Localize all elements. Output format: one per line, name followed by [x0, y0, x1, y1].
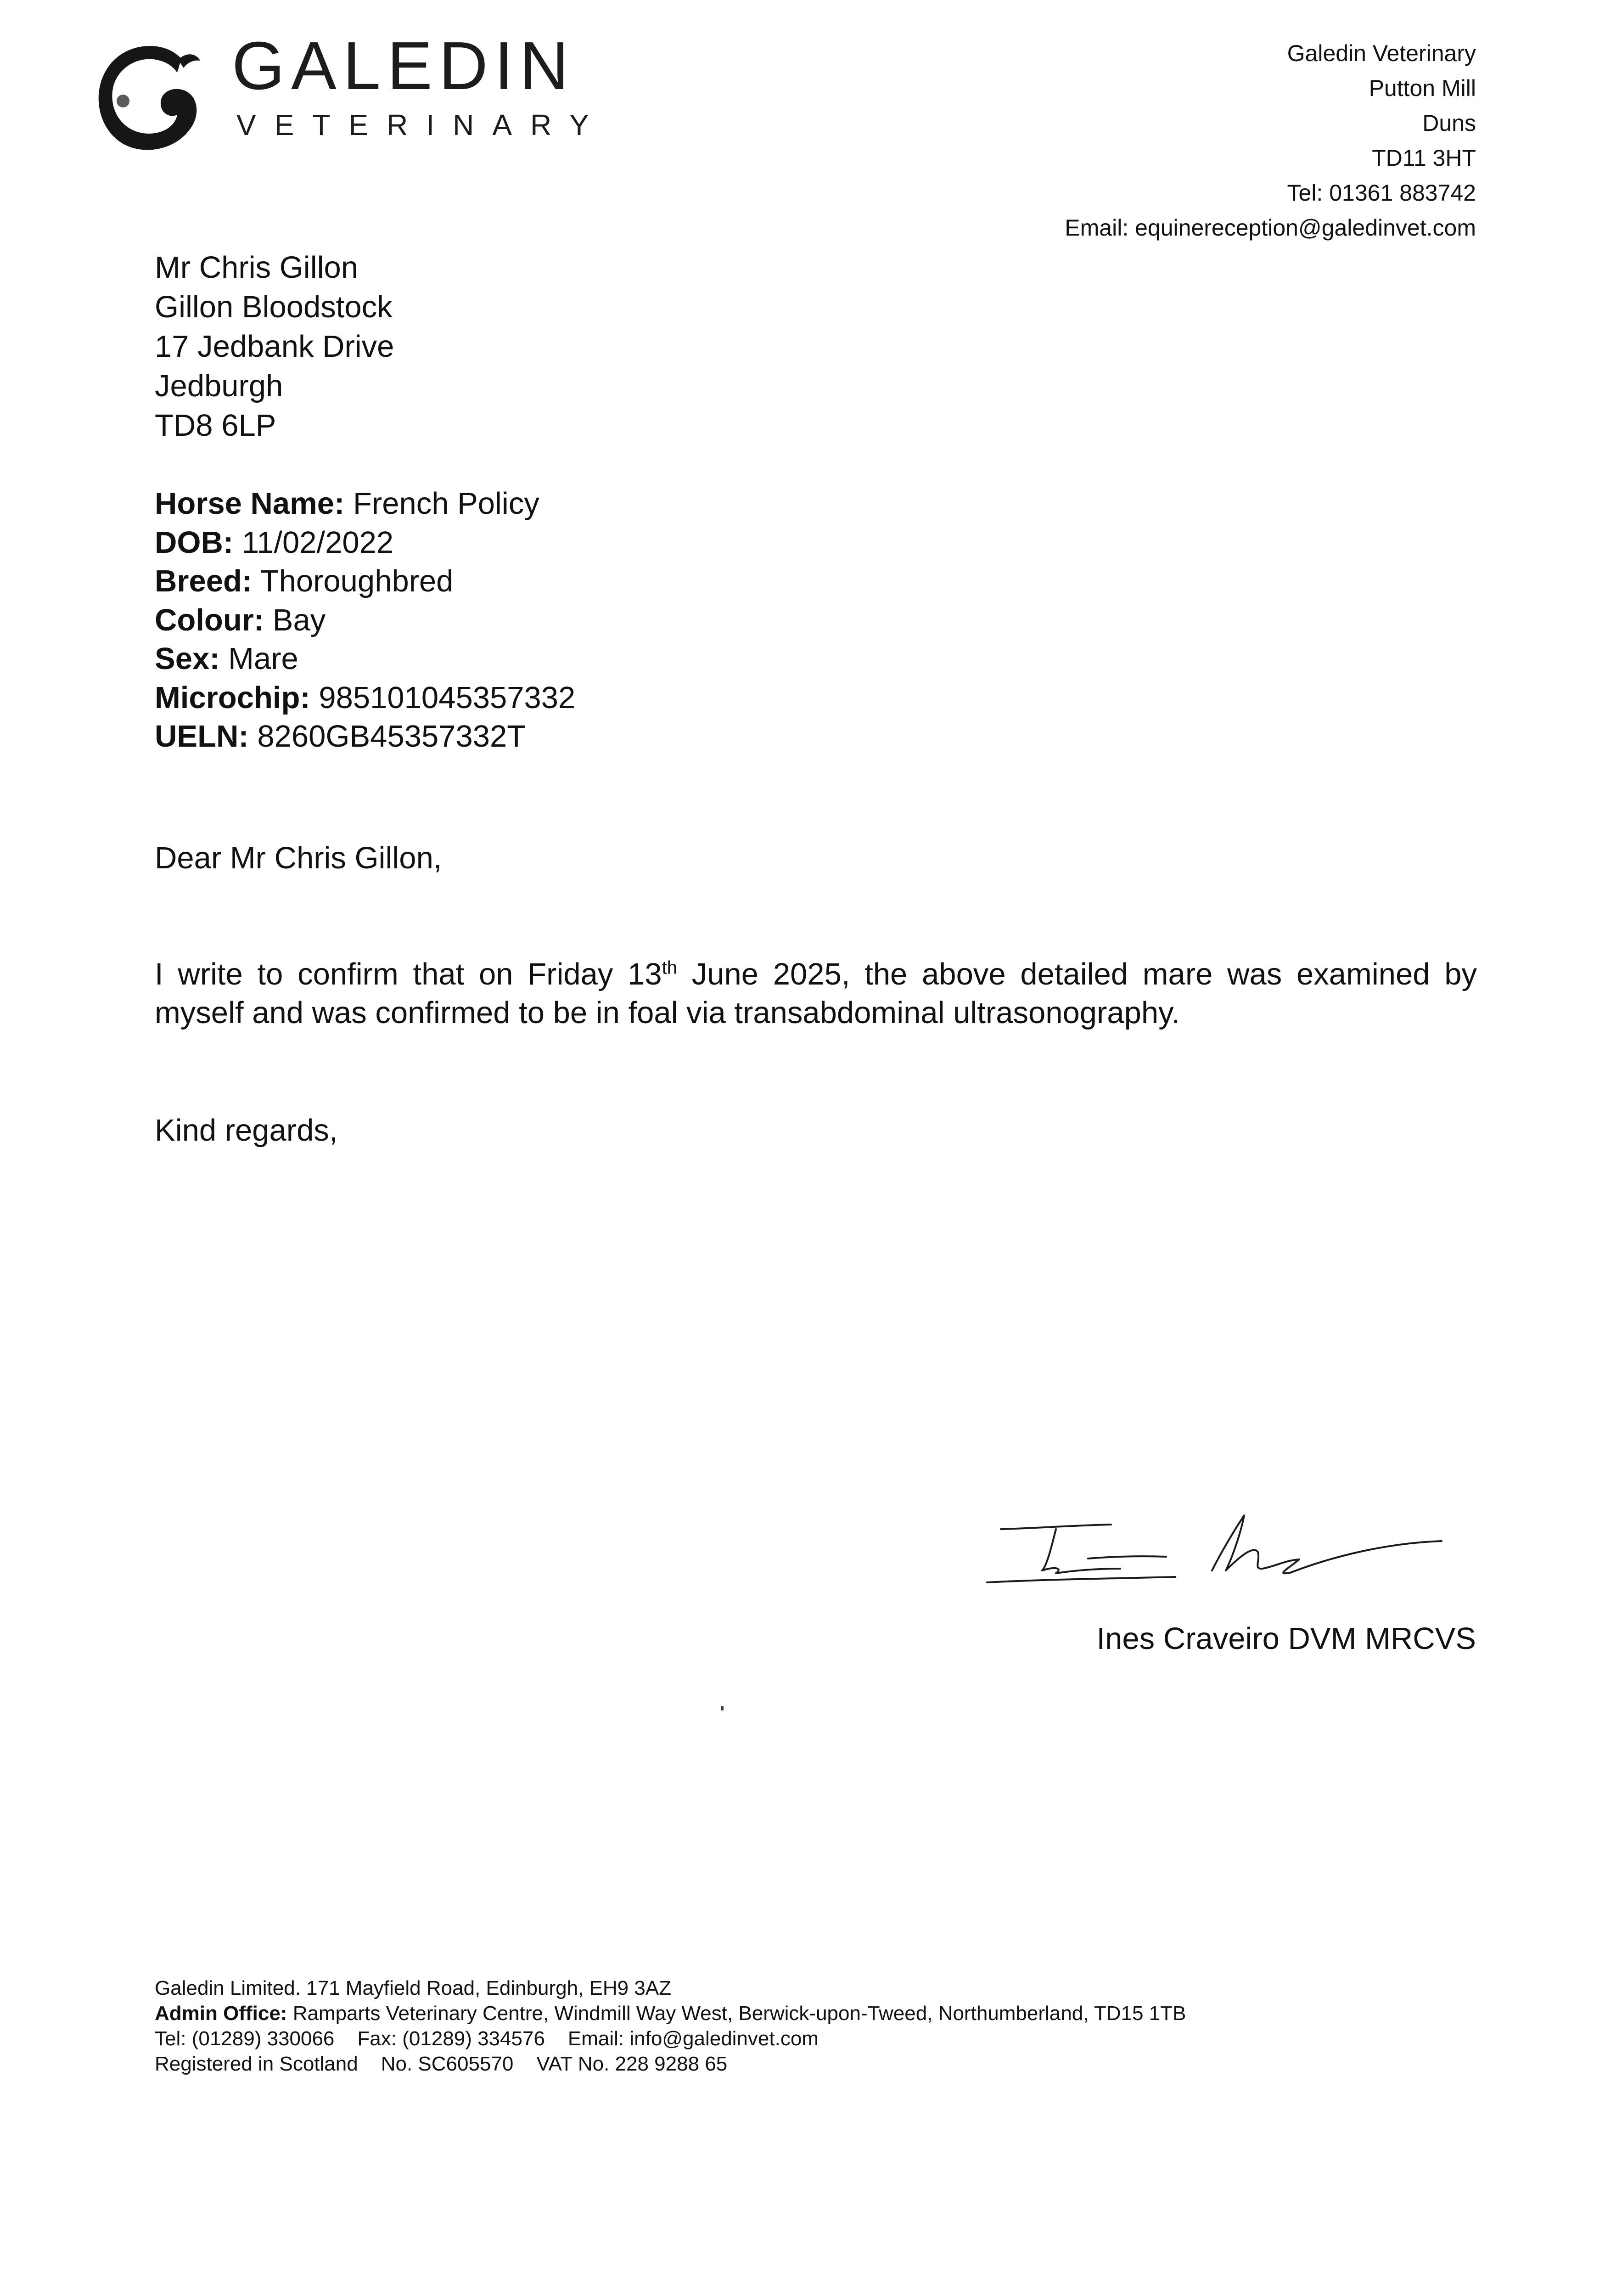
horse-field-colour: Colour: Bay — [155, 602, 326, 637]
horse-details — [155, 484, 575, 756]
galedin-logo-icon — [87, 32, 207, 156]
recipient-line: 17 Jedbank Drive — [155, 329, 394, 364]
sender-email: Email: equinereception@galedinvet.com — [1065, 215, 1476, 241]
horse-field-microchip: Microchip: 985101045357332 — [155, 680, 576, 715]
footer-registration: Registered in Scotland No. SC605570 VAT No. 228 9288 65 — [155, 2053, 728, 2075]
recipient-line: Gillon Bloodstock — [155, 290, 393, 324]
scan-speck — [721, 1706, 724, 1711]
sender-line: TD11 3HT — [1372, 145, 1476, 171]
logo-tagline: VETERINARY — [236, 108, 607, 141]
sender-phone: Tel: 01361 883742 — [1287, 180, 1476, 206]
signature-icon — [982, 1502, 1446, 1589]
recipient-line: Mr Chris Gillon — [155, 250, 358, 285]
horse-field-sex: Sex: Mare — [155, 642, 298, 676]
horse-field-dob: DOB: 11/02/2022 — [155, 525, 394, 560]
sender-address — [1065, 36, 1476, 245]
horse-field-ueln: UELN: 8260GB45357332T — [155, 719, 526, 754]
salutation: Dear Mr Chris Gillon, — [155, 841, 442, 875]
logo-name: GALEDIN — [232, 28, 575, 104]
sender-line: Galedin Veterinary — [1287, 40, 1476, 66]
footer-contact: Tel: (01289) 330066 Fax: (01289) 334576 Email: info@galedinvet.com — [155, 2027, 819, 2050]
footer-admin-office: Admin Office: Ramparts Veterinary Centre, Windmill Way West, Berwick-upon-Tweed, Northumberland, TD15 1TB — [155, 2002, 1186, 2025]
sender-line: Duns — [1422, 110, 1476, 136]
recipient-address — [155, 248, 394, 445]
recipient-line: Jedburgh — [155, 369, 283, 403]
letter-body: I write to confirm that on Friday 13th June 2025, the above detailed mare was examined by myself and was confirmed to be in foal via transabdominal ultrasonography. — [155, 957, 1477, 1030]
horse-field-name: Horse Name: French Policy — [155, 486, 539, 521]
signer-name: Ines Craveiro DVM MRCVS — [1096, 1621, 1476, 1656]
footer — [155, 1975, 1186, 2077]
recipient-line: TD8 6LP — [155, 408, 276, 443]
sender-line: Putton Mill — [1369, 75, 1476, 101]
closing: Kind regards, — [155, 1113, 338, 1148]
horse-field-breed: Breed: Thoroughbred — [155, 564, 454, 598]
footer-company: Galedin Limited. 171 Mayfield Road, Edinburgh, EH9 3AZ — [155, 1977, 672, 1999]
